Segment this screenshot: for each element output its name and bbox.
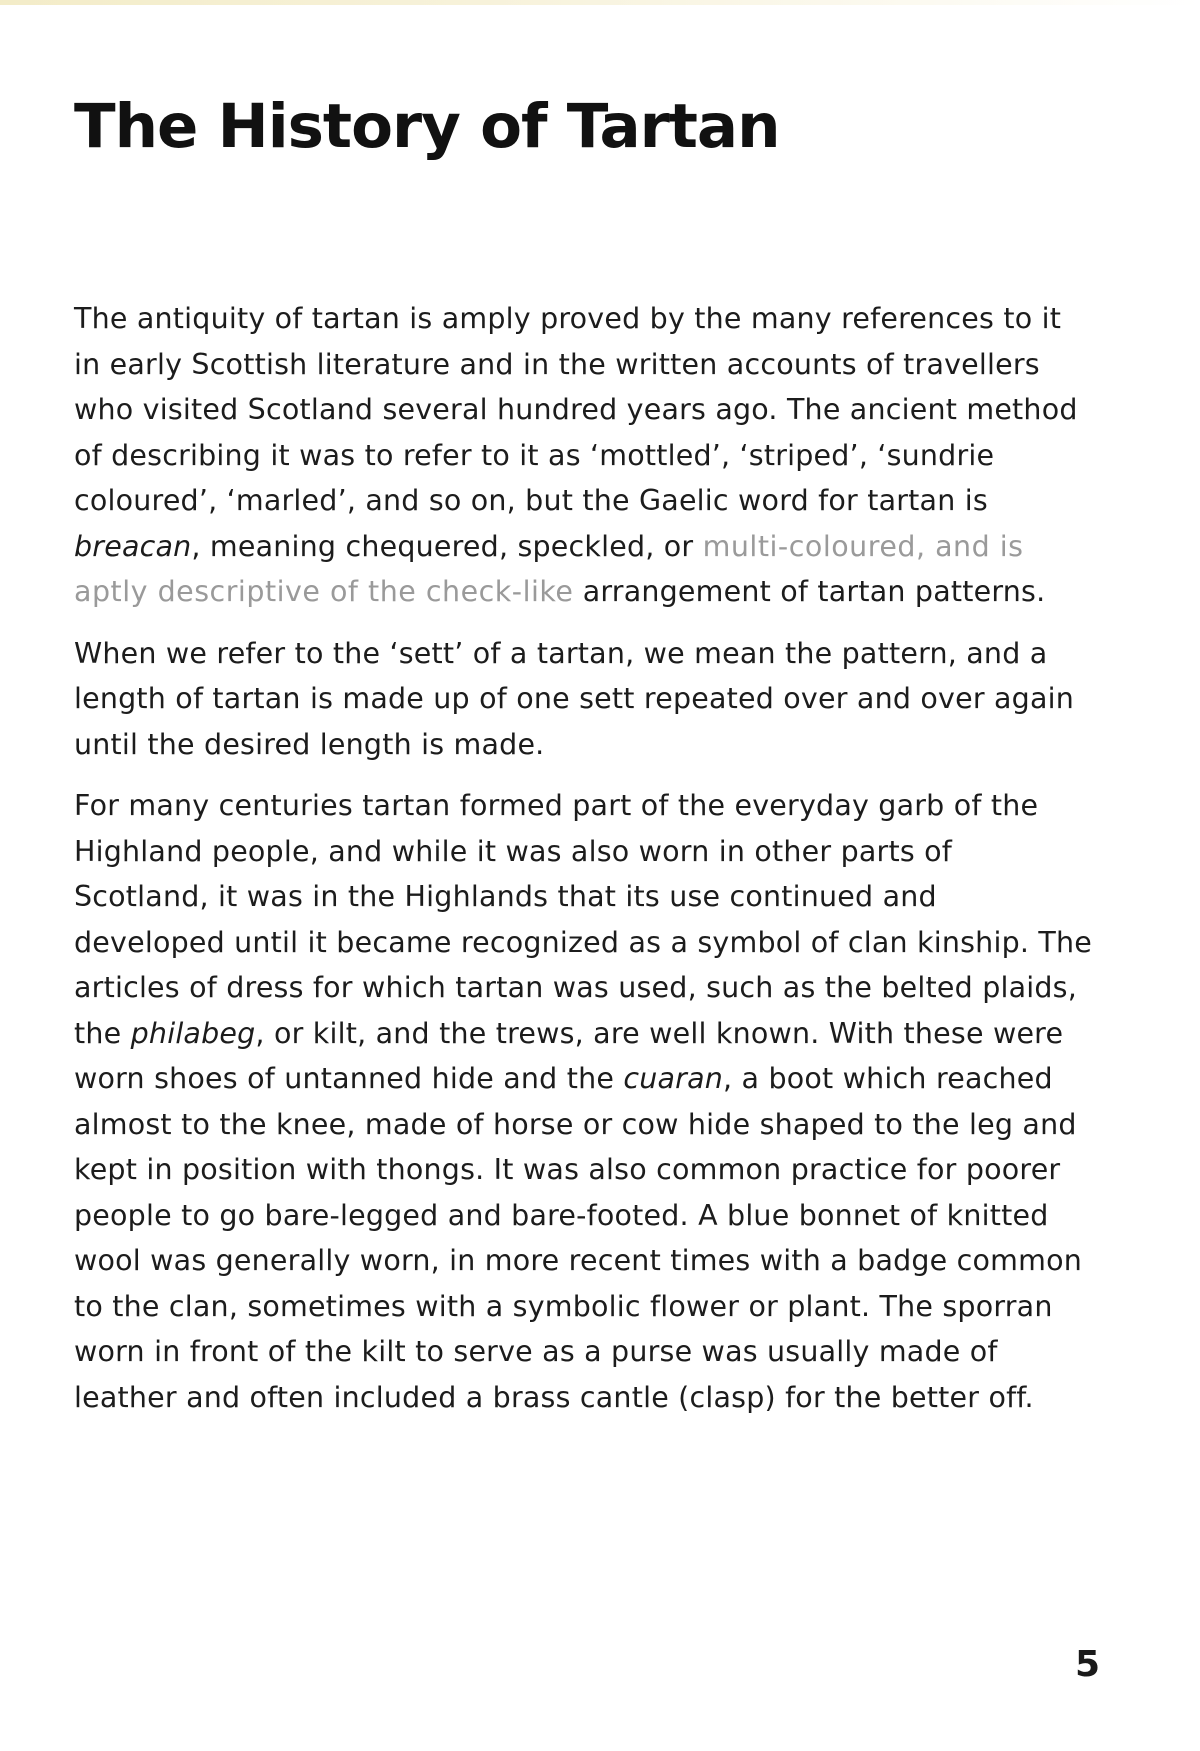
body-text bbox=[74, 296, 1094, 1436]
term-cuaran: cuaran bbox=[623, 1062, 724, 1095]
paragraph-1-text-a: The antiquity of tartan is amply proved by the many references to it in early Scottish literature and in the written accounts of travellers who visited Scotland several hundred years ago. The ancient method of describing it was to refer to it as ‘mottled’, ‘striped’, ‘sundrie coloured’, ‘marled’, and so on, but the Gaelic word for tartan is bbox=[74, 302, 1078, 517]
paragraph-1-text-c: arrangement of tartan patterns. bbox=[573, 575, 1046, 608]
term-breacan: breacan bbox=[74, 529, 192, 563]
paragraph-3-text-b: , or kilt, and the trews, are well known. With these were worn shoes of untanned hide and the bbox=[74, 1016, 1064, 1095]
paragraph-1 bbox=[74, 296, 1094, 615]
faded-print-line: multi-coloured, and is aptly descriptive of the check-like bbox=[74, 529, 1024, 608]
term-philabeg: philabeg bbox=[130, 1016, 256, 1050]
page-top-edge bbox=[0, 0, 1200, 5]
paragraph-3 bbox=[74, 783, 1094, 1420]
paragraph-1-text-b: , meaning chequered, speckled, or bbox=[191, 529, 703, 563]
page-content bbox=[74, 90, 1094, 1414]
page-title: The History of Tartan bbox=[74, 91, 780, 162]
paragraph-3-text-c: , a boot which reached almost to the knee, made of horse or cow hide shaped to the leg and kept in position with thongs. It was also common practice for poorer people to go bare-legged and bare-footed. A blue bonnet of knitted wool was generally worn, in more recent times with a badge common to the clan, sometimes with a symbolic flower or plant. The sporran worn in front of the kilt to serve as a purse was usually made of leather and often included a brass cantle (clasp) for the better off. bbox=[74, 1062, 1083, 1414]
paragraph-3-text-a: For many centuries tartan formed part of the everyday garb of the Highland people, and while it was also worn in other parts of Scotland, it was in the Highlands that its use continued and developed until it became recognized as a symbol of clan kinship. The articles of dress for which tartan was used, such as the belted plaids, the bbox=[74, 789, 1092, 1050]
paragraph-2: When we refer to the ‘sett’ of a tartan, we mean the pattern, and a length of tartan is made up of one sett repeated over and over again until the desired length is made. bbox=[74, 636, 1074, 761]
page-number: 5 bbox=[1074, 1644, 1100, 1685]
